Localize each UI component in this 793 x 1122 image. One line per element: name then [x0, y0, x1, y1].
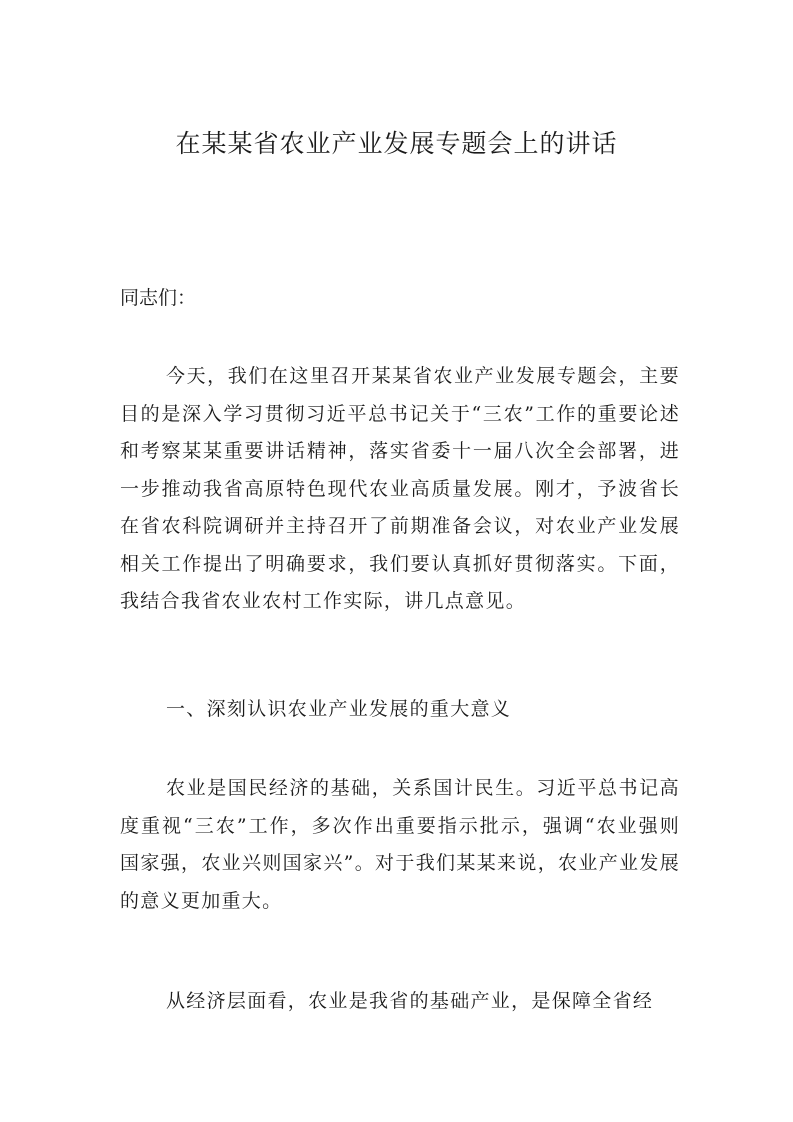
salutation: 同志们：: [120, 287, 197, 309]
section-heading-1: 一、深刻认识农业产业发展的重大意义: [166, 698, 512, 720]
paragraph-opening: 今天，我们在这里召开某某省农业产业发展专题会，主要目的是深入学习贯彻习近平总书记关于“三农”工作的重要论述和考察某某重要讲话精神，落实省委十一届八次全会部署，进一步推动我省高原特色现代农业高质量发展。刚才，予波省长在省农科院调研并主持召开了前期准备会议，对农业产业发展相关工作提出了明确要求，我们要认真抓好贯彻落实。下面，我结合我省农业农村工作实际，讲几点意见。: [120, 365, 680, 612]
paragraph-economic: 从经济层面看，农业是我省的基础产业，是保障全省经: [166, 990, 654, 1012]
document-title: 在某某省农业产业发展专题会上的讲话: [175, 129, 618, 158]
paragraph-significance: 农业是国民经济的基础，关系国计民生。习近平总书记高度重视“三农”工作，多次作出重要指示批示，强调“农业强则国家强，农业兴则国家兴”。对于我们某某来说，农业产业发展的意义更加重大。: [120, 777, 680, 912]
